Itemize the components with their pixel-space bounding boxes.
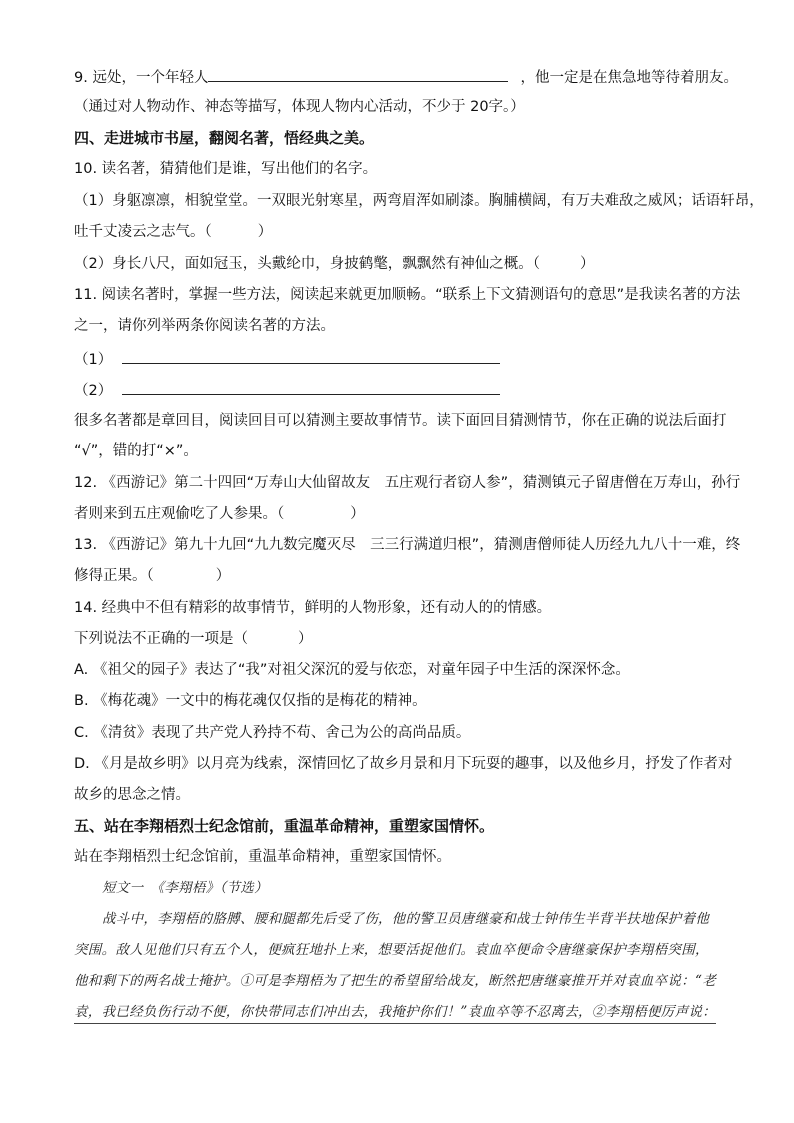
q10-item1-line2 (74, 222, 272, 242)
q10-item2-close: ） (579, 256, 595, 272)
question-9 (74, 66, 738, 88)
q12-line2 (74, 504, 365, 524)
q12-text: 者则来到五庄观偷吃了人参果。（ (74, 506, 285, 522)
story-line-3: 他和剩下的两名战士掩护。①可是李翔梧为了把生的希望留给战友，断然把唐继豪推开并对袁血卒说：“老 (74, 973, 716, 989)
q14-stem: 14. 经典中不但有精彩的故事情节，鲜明的人物形象，还有动人的的情感。 (74, 600, 552, 616)
q9-prefix: 9. 远处，一个年轻人 (74, 70, 209, 86)
section-4-title: 四、走进城市书屋，翻阅名著，悟经典之美。 (74, 129, 375, 147)
q11-answer-2 (74, 379, 500, 401)
q11-blank1-label: （1） (74, 352, 113, 368)
q14-option-b[interactable]: B. 《梅花魂》一文中的梅花魂仅仅指的是梅花的精神。 (74, 693, 427, 709)
q11-line1: 11. 阅读名著时，掌握一些方法，阅读起来就更加顺畅。“联系上下文猜测语句的意思”是我读名著的方法 (74, 287, 741, 303)
q14-question-close: ） (298, 631, 313, 647)
q12-close: ） (350, 506, 365, 522)
q10-stem: 10. 读名著，猜猜他们是谁，写出他们的名字。 (74, 161, 378, 177)
story-line-2: 突围。敌人见他们只有五个人，便疯狂地扑上来，想要活捉他们。袁血卒便命令唐继豪保护李翔梧突围， (74, 942, 709, 958)
q9-suffix: ，他一定是在焦急地等待着朋友。 (520, 70, 738, 86)
q13-text: 修得正果。（ (74, 568, 154, 584)
q10-item1-text: 吐千丈凌云之志气。（ (74, 224, 212, 240)
q10-item1-line1: （1）身躯凛凛，相貌堂堂。一双眼光射寒星，两弯眉浑如刷漆。胸脯横阔，有万夫难敌之威风；话语轩昂， (74, 193, 764, 209)
q13-line2 (74, 566, 230, 586)
q13-close: ） (215, 568, 231, 584)
q11-line2: 之一，请你列举两条你阅读名著的方法。 (74, 318, 335, 334)
story-heading: 短文一 《李翔梧》（节选） (102, 880, 268, 896)
q14-question-text: 下列说法不正确的一项是（ (74, 631, 248, 647)
q9-answer-blank[interactable] (208, 66, 508, 82)
q11-answer-1 (74, 348, 500, 370)
q11-blank-2[interactable] (122, 379, 500, 395)
judge-intro-line1: 很多名著都是章回目，阅读回目可以猜测主要故事情节。读下面回目猜测情节，你在正确的说法后面打 (74, 413, 727, 429)
q12-line1: 12. 《西游记》第二十四回“万寿山大仙留故友 五庄观行者窃人参”，猜测镇元子留唐僧在万寿山，孙行 (74, 475, 741, 491)
q14-option-a[interactable]: A. 《祖父的园子》表达了“我”对祖父深沉的爱与依恋，对童年园子中生活的深深怀念。 (74, 662, 630, 678)
q13-line1: 13. 《西游记》第九十九回“九九数完魔灭尽 三三行满道归根”，猜测唐僧师徒人历经九九八十一难，终 (74, 537, 741, 553)
section-5-repeat: 站在李翔梧烈士纪念馆前，重温革命精神，重塑家国情怀。 (74, 849, 451, 865)
story-line-1: 战斗中，李翔梧的胳膊、腰和腿都先后受了伤，他的警卫员唐继豪和战士钟伟生半背半扶地保护着他 (102, 911, 710, 927)
q14-option-c[interactable]: C. 《清贫》表现了共产党人矜持不苟、舍己为公的高尚品质。 (74, 725, 471, 741)
q11-blank2-label: （2） (74, 383, 113, 399)
q10-item2 (74, 254, 594, 274)
q14-option-d-line1[interactable]: D. 《月是故乡明》以月亮为线索，深情回忆了故乡月景和月下玩耍的趣事，以及他乡月，抒发了作者对 (74, 756, 733, 772)
q9-hint: （通过对人物动作、神态等描写，体现人物内心活动，不少于 20字。） (74, 99, 525, 115)
q14-question (74, 629, 313, 649)
story-line-4: 袁，我已经负伤行动不便，你快带同志们冲出去，我掩护你们！”袁血卒等不忍离去，②李翔梧便厉声说： (74, 1002, 716, 1024)
q10-item2-text: （2）身长八尺，面如冠玉，头戴纶巾，身披鹤氅，飘飘然有神仙之概。（ (74, 256, 540, 272)
judge-intro-line2: “√”，错的打“×”。 (74, 443, 198, 459)
q14-option-d-line2: 故乡的思念之情。 (74, 787, 190, 803)
section-5-title: 五、站在李翔梧烈士纪念馆前，重温革命精神，重塑家国情怀。 (74, 817, 495, 835)
q11-blank-1[interactable] (122, 348, 500, 364)
q10-item1-close: ） (257, 224, 273, 240)
